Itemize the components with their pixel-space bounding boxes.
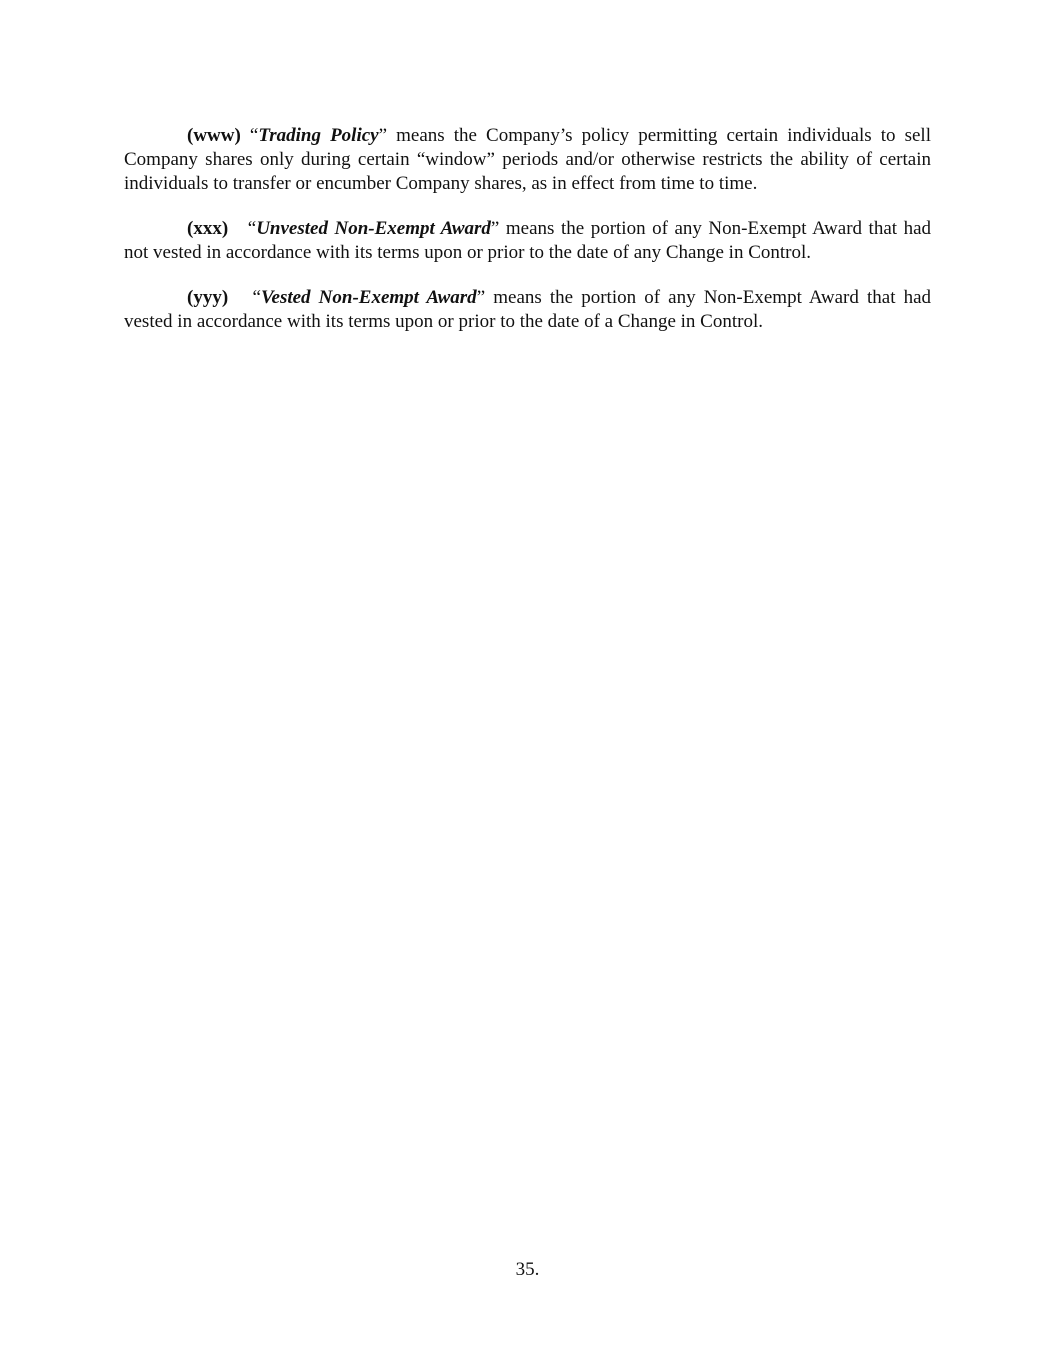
definition-paragraph-xxx: (xxx) “Unvested Non-Exempt Award” means the portion of any Non-Exempt Award that had not vested in accordance with its terms upon or prior to the date of any Change in Control. bbox=[124, 218, 932, 263]
definition-number: (yyy) bbox=[187, 287, 229, 308]
definition-paragraph-yyy: (yyy) “Vested Non-Exempt Award” means the portion of any Non-Exempt Award that had vested in accordance with its terms upon or prior to the date of a Change in Control. bbox=[124, 287, 932, 332]
definition-number: (xxx) bbox=[187, 218, 229, 239]
definitions-section bbox=[124, 124, 931, 355]
definition-text: means the portion of any Non-Exempt Award that had not vested in accordance with its terms upon or prior to the date of any Change in Control. bbox=[124, 218, 932, 263]
definition-text: means the portion of any Non-Exempt Award that had vested in accordance with its terms upon or prior to the date of a Change in Control. bbox=[124, 287, 932, 332]
defined-term: Vested Non-Exempt Award bbox=[260, 287, 477, 308]
definition-text: means the Company’s policy permitting certain individuals to sell Company shares only during certain “window” periods and/or otherwise restricts the ability of certain individuals to transfer or encumber Company shares, as in effect from time to time. bbox=[124, 125, 931, 194]
defined-term: Trading Policy bbox=[258, 125, 379, 146]
defined-term: Unvested Non-Exempt Award bbox=[256, 218, 491, 239]
page-number: 35. bbox=[515, 1259, 540, 1280]
definition-paragraph-www: (www) “Trading Policy” means the Company’s policy permitting certain individuals to sell Company shares only during certain “window” periods and/or otherwise restricts the ability of certain individuals to transfer or encumber Company shares, as in effect from time to time. bbox=[124, 125, 931, 194]
definition-number: (www) bbox=[187, 125, 241, 146]
